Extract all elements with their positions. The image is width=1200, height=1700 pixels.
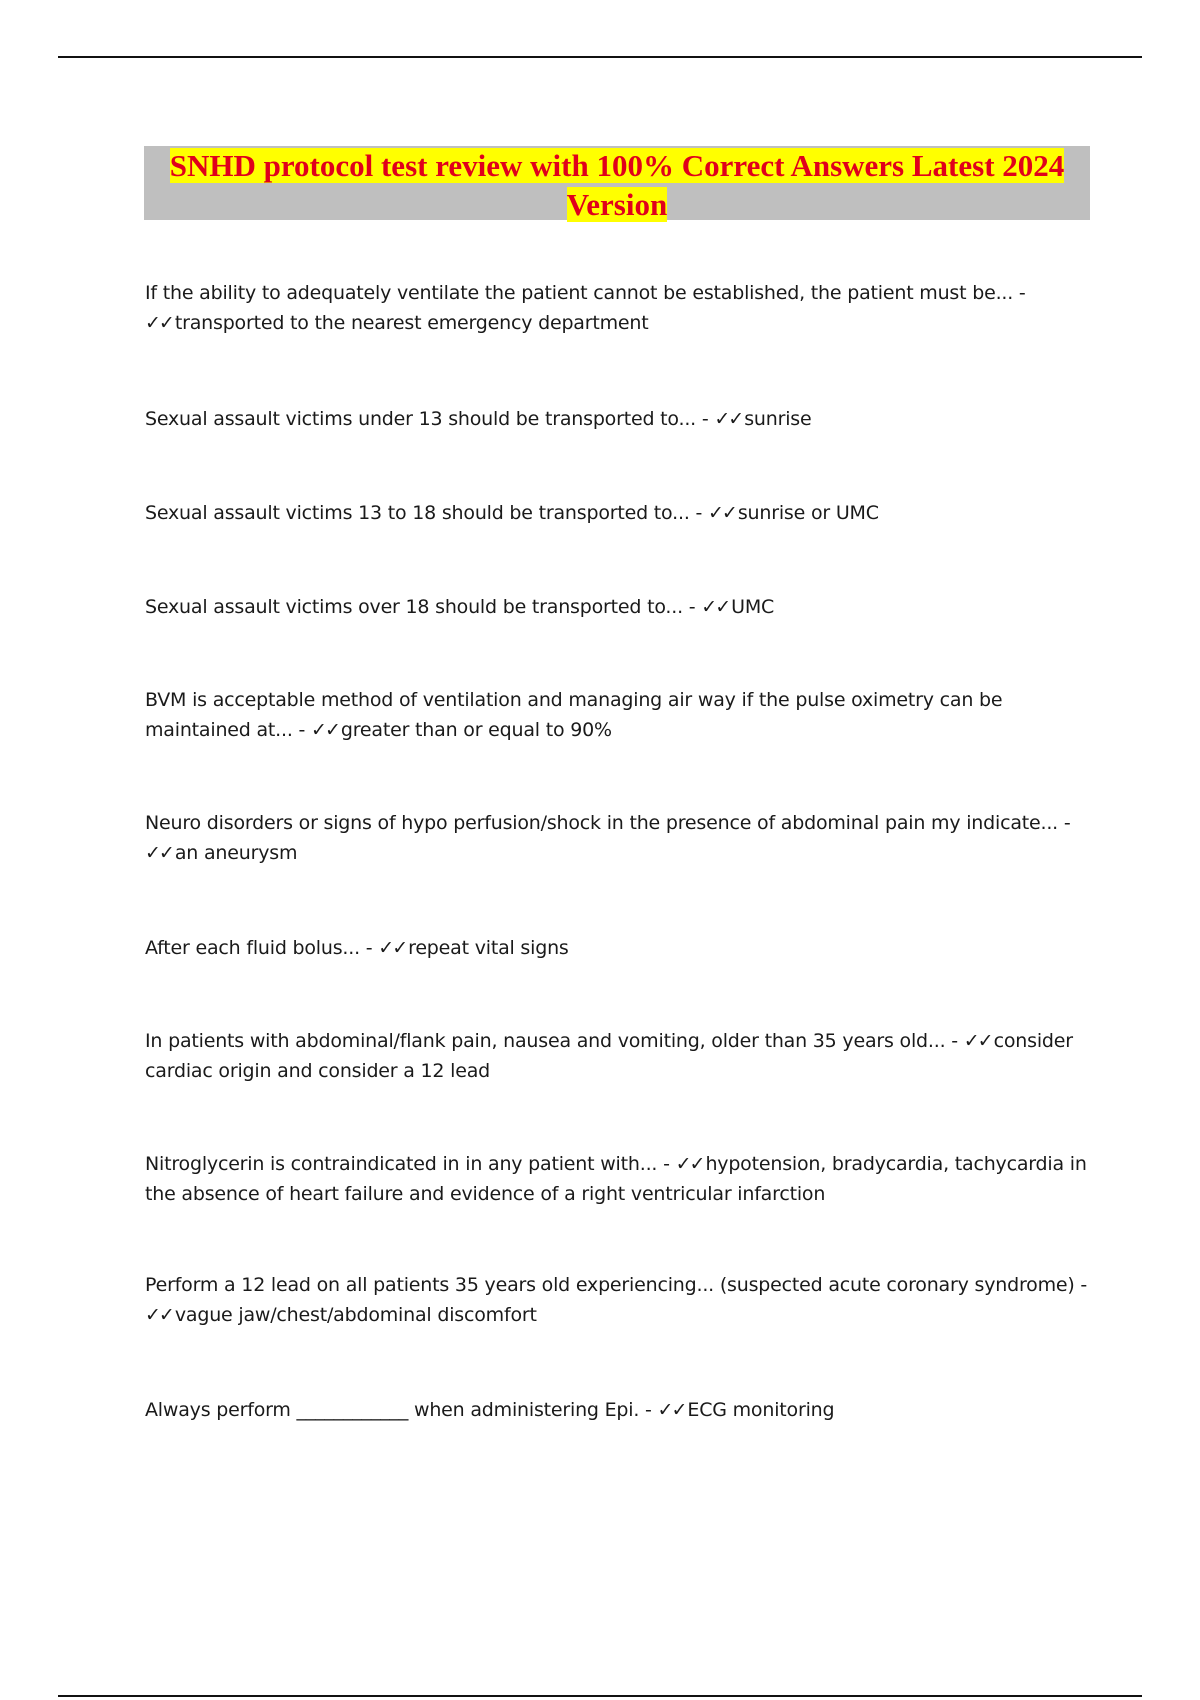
double-check-icon: ✓✓ [145, 312, 173, 334]
qa-item [145, 1149, 1090, 1209]
double-check-icon: ✓✓ [701, 596, 730, 618]
question-text: BVM is acceptable method of ventilation and managing air way if the pulse oximetry can be maintained at... - [145, 689, 1003, 741]
answer-text: an aneurysm [174, 842, 298, 864]
qa-item [145, 1395, 1090, 1425]
top-rule [58, 56, 1142, 58]
question-text: After each fluid bolus... - [145, 937, 373, 959]
answer-text: vague jaw/chest/abdominal discomfort [174, 1304, 537, 1326]
qa-item [145, 498, 1090, 528]
answer-text: repeat vital signs [408, 937, 569, 959]
qa-item [145, 685, 1090, 745]
answer-text: sunrise [744, 408, 812, 430]
double-check-icon: ✓✓ [708, 502, 736, 524]
question-text: Perform a 12 lead on all patients 35 years old experiencing... (suspected acute coronary syndrome) - [145, 1274, 1088, 1296]
double-check-icon: ✓✓ [675, 1153, 704, 1175]
answer-text: transported to the nearest emergency department [174, 312, 649, 334]
answer-text: UMC [731, 596, 775, 618]
question-text: If the ability to adequately ventilate the patient cannot be established, the patient must be... - [145, 282, 1026, 304]
qa-item [145, 1270, 1090, 1330]
question-text: Neuro disorders or signs of hypo perfusion/shock in the presence of abdominal pain my indicate... - [145, 812, 1071, 834]
qa-item [145, 592, 1090, 622]
answer-text: greater than or equal to 90% [340, 719, 612, 741]
title-line-1: SNHD protocol test review with 100% Correct Answers Latest 2024 [169, 148, 1065, 183]
double-check-icon: ✓✓ [145, 842, 173, 864]
question-text: Nitroglycerin is contraindicated in in any patient with... - [145, 1153, 670, 1175]
answer-text: sunrise or UMC [737, 502, 879, 524]
qa-item [145, 933, 1090, 963]
double-check-icon: ✓✓ [657, 1399, 686, 1421]
qa-item [145, 1026, 1090, 1086]
document-title [144, 146, 1090, 220]
question-text: Always perform ____________ when administering Epi. - [145, 1399, 652, 1421]
question-text: Sexual assault victims over 18 should be transported to... - [145, 596, 696, 618]
question-text: In patients with abdominal/flank pain, nausea and vomiting, older than 35 years old... - [145, 1030, 958, 1052]
answer-text: ECG monitoring [687, 1399, 835, 1421]
qa-item [145, 404, 1090, 434]
answer-text: consider cardiac origin and consider a 12 lead [145, 1030, 1073, 1082]
double-check-icon: ✓✓ [963, 1030, 992, 1052]
double-check-icon: ✓✓ [145, 1304, 173, 1326]
qa-item [145, 808, 1090, 868]
double-check-icon: ✓✓ [311, 719, 339, 741]
question-text: Sexual assault victims under 13 should be transported to... - [145, 408, 709, 430]
double-check-icon: ✓✓ [378, 937, 407, 959]
answer-text: hypotension, bradycardia, tachycardia in the absence of heart failure and evidence of a right ventricular infarction [145, 1153, 1087, 1205]
title-line-2: Version [566, 187, 668, 222]
double-check-icon: ✓✓ [714, 408, 743, 430]
question-text: Sexual assault victims 13 to 18 should be transported to... - [145, 502, 703, 524]
qa-item [145, 278, 1090, 338]
bottom-rule [58, 1695, 1142, 1697]
